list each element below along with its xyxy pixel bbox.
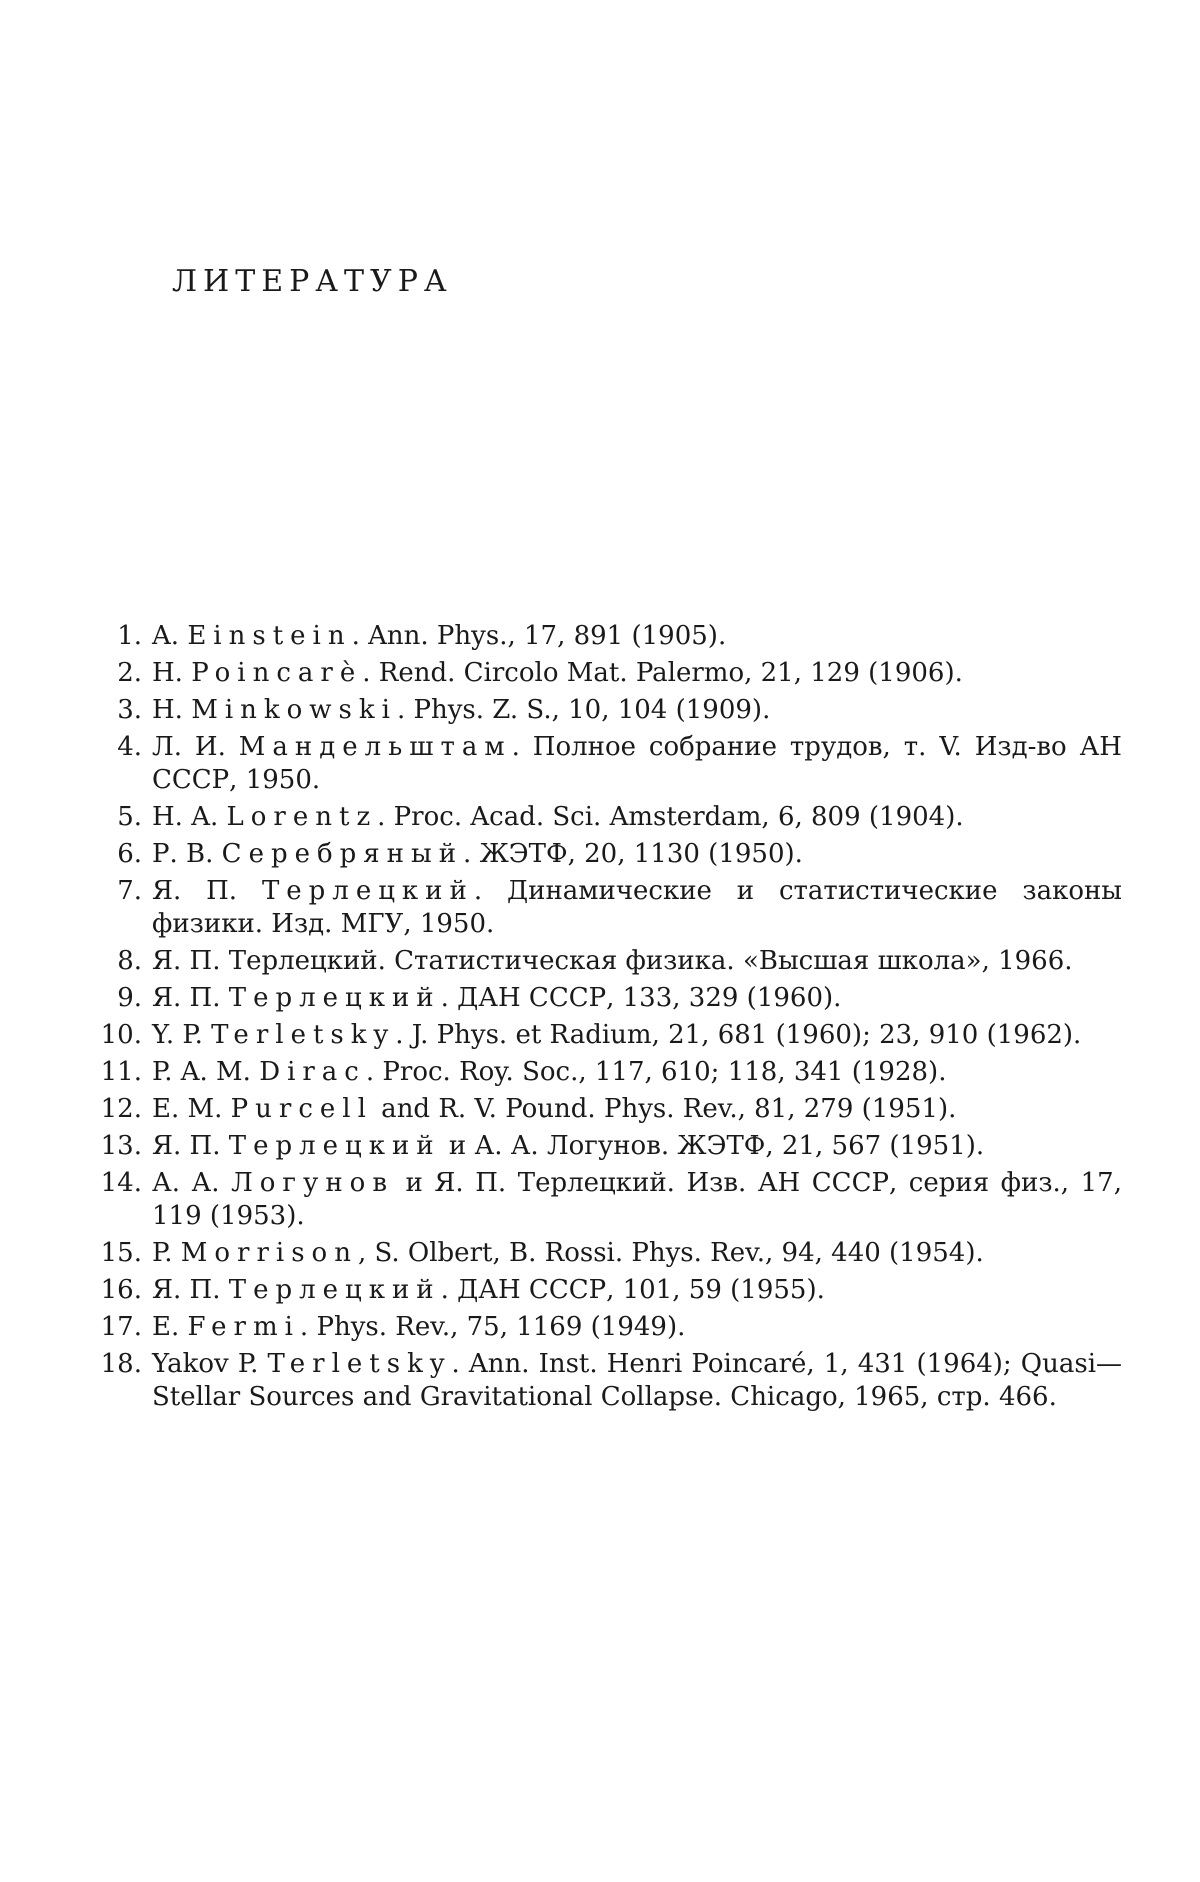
reference-text [152, 1348, 1122, 1414]
reference-number: 16. [100, 1275, 142, 1305]
ref-citation: . Ann. Inst. Henri Poincaré, 1, 431 (1964); Quasi—Stellar Sources and Gravitational Collapse. Chicago, 1965, стр. 466. [152, 1349, 1123, 1412]
ref-author: Minkowski [191, 695, 397, 725]
reference-item [82, 1167, 1122, 1233]
reference-number: 4. [117, 732, 142, 762]
ref-initials: A. [152, 621, 188, 651]
reference-text [152, 620, 1122, 653]
ref-initials: Я. П. [152, 1131, 229, 1161]
ref-citation: . Полное собрание трудов, т. V. Изд-во АН СССР, 1950. [152, 732, 1122, 795]
ref-initials: E. M. [152, 1094, 231, 1124]
reference-number: 13. [100, 1131, 142, 1161]
ref-initials: Yakov P. [152, 1349, 268, 1379]
ref-author: Терлецкий [261, 876, 474, 906]
reference-text [152, 1167, 1122, 1233]
ref-citation: . Rend. Circolo Mat. Palermo, 21, 129 (1906). [362, 658, 963, 688]
ref-author: Терлецкий [228, 983, 441, 1013]
reference-number: 15. [100, 1238, 142, 1268]
reference-item [82, 1237, 1122, 1270]
ref-initials: Я. П. [152, 983, 229, 1013]
ref-author: Серебряный [221, 839, 464, 869]
reference-item [82, 1274, 1122, 1307]
reference-number: 17. [100, 1312, 142, 1342]
reference-number: 1. [117, 621, 142, 651]
ref-initials: Л. И. [152, 732, 239, 762]
reference-list [82, 620, 1122, 1418]
reference-number: 18. [100, 1349, 142, 1379]
reference-item [82, 1019, 1122, 1052]
reference-item [82, 875, 1122, 941]
reference-number: 10. [100, 1020, 142, 1050]
ref-initials: А. А. [152, 1168, 232, 1198]
reference-number: 3. [117, 695, 142, 725]
reference-text [152, 1274, 1122, 1307]
reference-text [152, 945, 1122, 978]
reference-text [152, 1019, 1122, 1052]
reference-item [82, 657, 1122, 690]
ref-initials: Я. П. [152, 1275, 229, 1305]
reference-item [82, 982, 1122, 1015]
ref-citation: . Proc. Acad. Sci. Amsterdam, 6, 809 (1904). [377, 802, 964, 832]
ref-author: Lorentz [226, 802, 378, 832]
reference-text [152, 875, 1122, 941]
ref-author: Мандельштам [238, 732, 512, 762]
ref-citation: . ДАН СССР, 133, 329 (1960). [440, 983, 842, 1013]
ref-author: Terletsky [211, 1020, 396, 1050]
reference-item [82, 1311, 1122, 1344]
ref-citation: . ДАН СССР, 101, 59 (1955). [440, 1275, 825, 1305]
reference-number: 14. [100, 1168, 142, 1198]
ref-author: Dirac [259, 1057, 366, 1087]
reference-text [152, 657, 1122, 690]
reference-item [82, 838, 1122, 871]
reference-text [152, 1056, 1122, 1089]
ref-author: Логунов [231, 1168, 394, 1198]
reference-text [152, 1093, 1122, 1126]
ref-initials: H. [152, 658, 192, 688]
reference-item [82, 1093, 1122, 1126]
reference-number: 6. [117, 839, 142, 869]
ref-citation: . J. Phys. et Radium, 21, 681 (1960); 23, 910 (1962). [395, 1020, 1082, 1050]
reference-text [152, 1130, 1122, 1163]
ref-author: Einstein [187, 621, 352, 651]
reference-item [82, 1130, 1122, 1163]
reference-item [82, 694, 1122, 727]
ref-citation: . Phys. Rev., 75, 1169 (1949). [299, 1312, 686, 1342]
ref-citation: и А. А. Логунов. ЖЭТФ, 21, 567 (1951). [440, 1131, 985, 1161]
ref-citation: . ЖЭТФ, 20, 1130 (1950). [463, 839, 803, 869]
reference-text [152, 1237, 1122, 1270]
ref-author: Poincarè [191, 658, 363, 688]
ref-author: Терлецкий [228, 1275, 441, 1305]
reference-item [82, 731, 1122, 797]
ref-author: Терлецкий [228, 1131, 441, 1161]
reference-number: 11. [100, 1057, 142, 1087]
ref-initials: H. A. [152, 802, 227, 832]
reference-item [82, 945, 1122, 978]
reference-number: 12. [100, 1094, 142, 1124]
reference-number: 2. [117, 658, 142, 688]
reference-number: 5. [117, 802, 142, 832]
ref-citation: . Phys. Z. S., 10, 104 (1909). [396, 695, 771, 725]
reference-text [152, 982, 1122, 1015]
reference-text [152, 731, 1122, 797]
reference-text [152, 694, 1122, 727]
ref-citation: , S. Olbert, B. Rossi. Phys. Rev., 94, 440 (1954). [357, 1238, 984, 1268]
ref-author: Terletsky [267, 1349, 452, 1379]
ref-initials: H. [152, 695, 192, 725]
ref-author: Purcell [230, 1094, 373, 1124]
ref-citation: and R. V. Pound. Phys. Rev., 81, 279 (1951). [372, 1094, 957, 1124]
reference-number: 9. [117, 983, 142, 1013]
reference-number: 7. [117, 876, 142, 906]
ref-initials: P. A. M. [152, 1057, 260, 1087]
ref-initials: Y. P. [152, 1020, 212, 1050]
ref-citation: . Proc. Roy. Soc., 117, 610; 118, 341 (1928). [365, 1057, 947, 1087]
ref-initials: Р. В. [152, 839, 222, 869]
reference-item [82, 620, 1122, 653]
reference-text [152, 838, 1122, 871]
ref-initials: E. [152, 1312, 188, 1342]
ref-initials: Я. П. [152, 876, 262, 906]
ref-author: Morrison [180, 1238, 358, 1268]
reference-text [152, 1311, 1122, 1344]
ref-citation: . Динамические и статистические законы физики. Изд. МГУ, 1950. [152, 876, 1122, 939]
reference-item [82, 801, 1122, 834]
ref-author: Fermi [187, 1312, 300, 1342]
reference-number: 8. [117, 946, 142, 976]
ref-citation: . Ann. Phys., 17, 891 (1905). [351, 621, 727, 651]
reference-text [152, 801, 1122, 834]
reference-item [82, 1348, 1122, 1414]
ref-initials: P. [152, 1238, 181, 1268]
ref-citation: и Я. П. Терлецкий. Изв. АН СССР, серия физ., 17, 119 (1953). [152, 1168, 1122, 1231]
reference-item [82, 1056, 1122, 1089]
page-title: ЛИТЕРАТУРА [172, 264, 453, 299]
ref-citation: Я. П. Терлецкий. Статистическая физика. «Высшая школа», 1966. [152, 946, 1073, 976]
